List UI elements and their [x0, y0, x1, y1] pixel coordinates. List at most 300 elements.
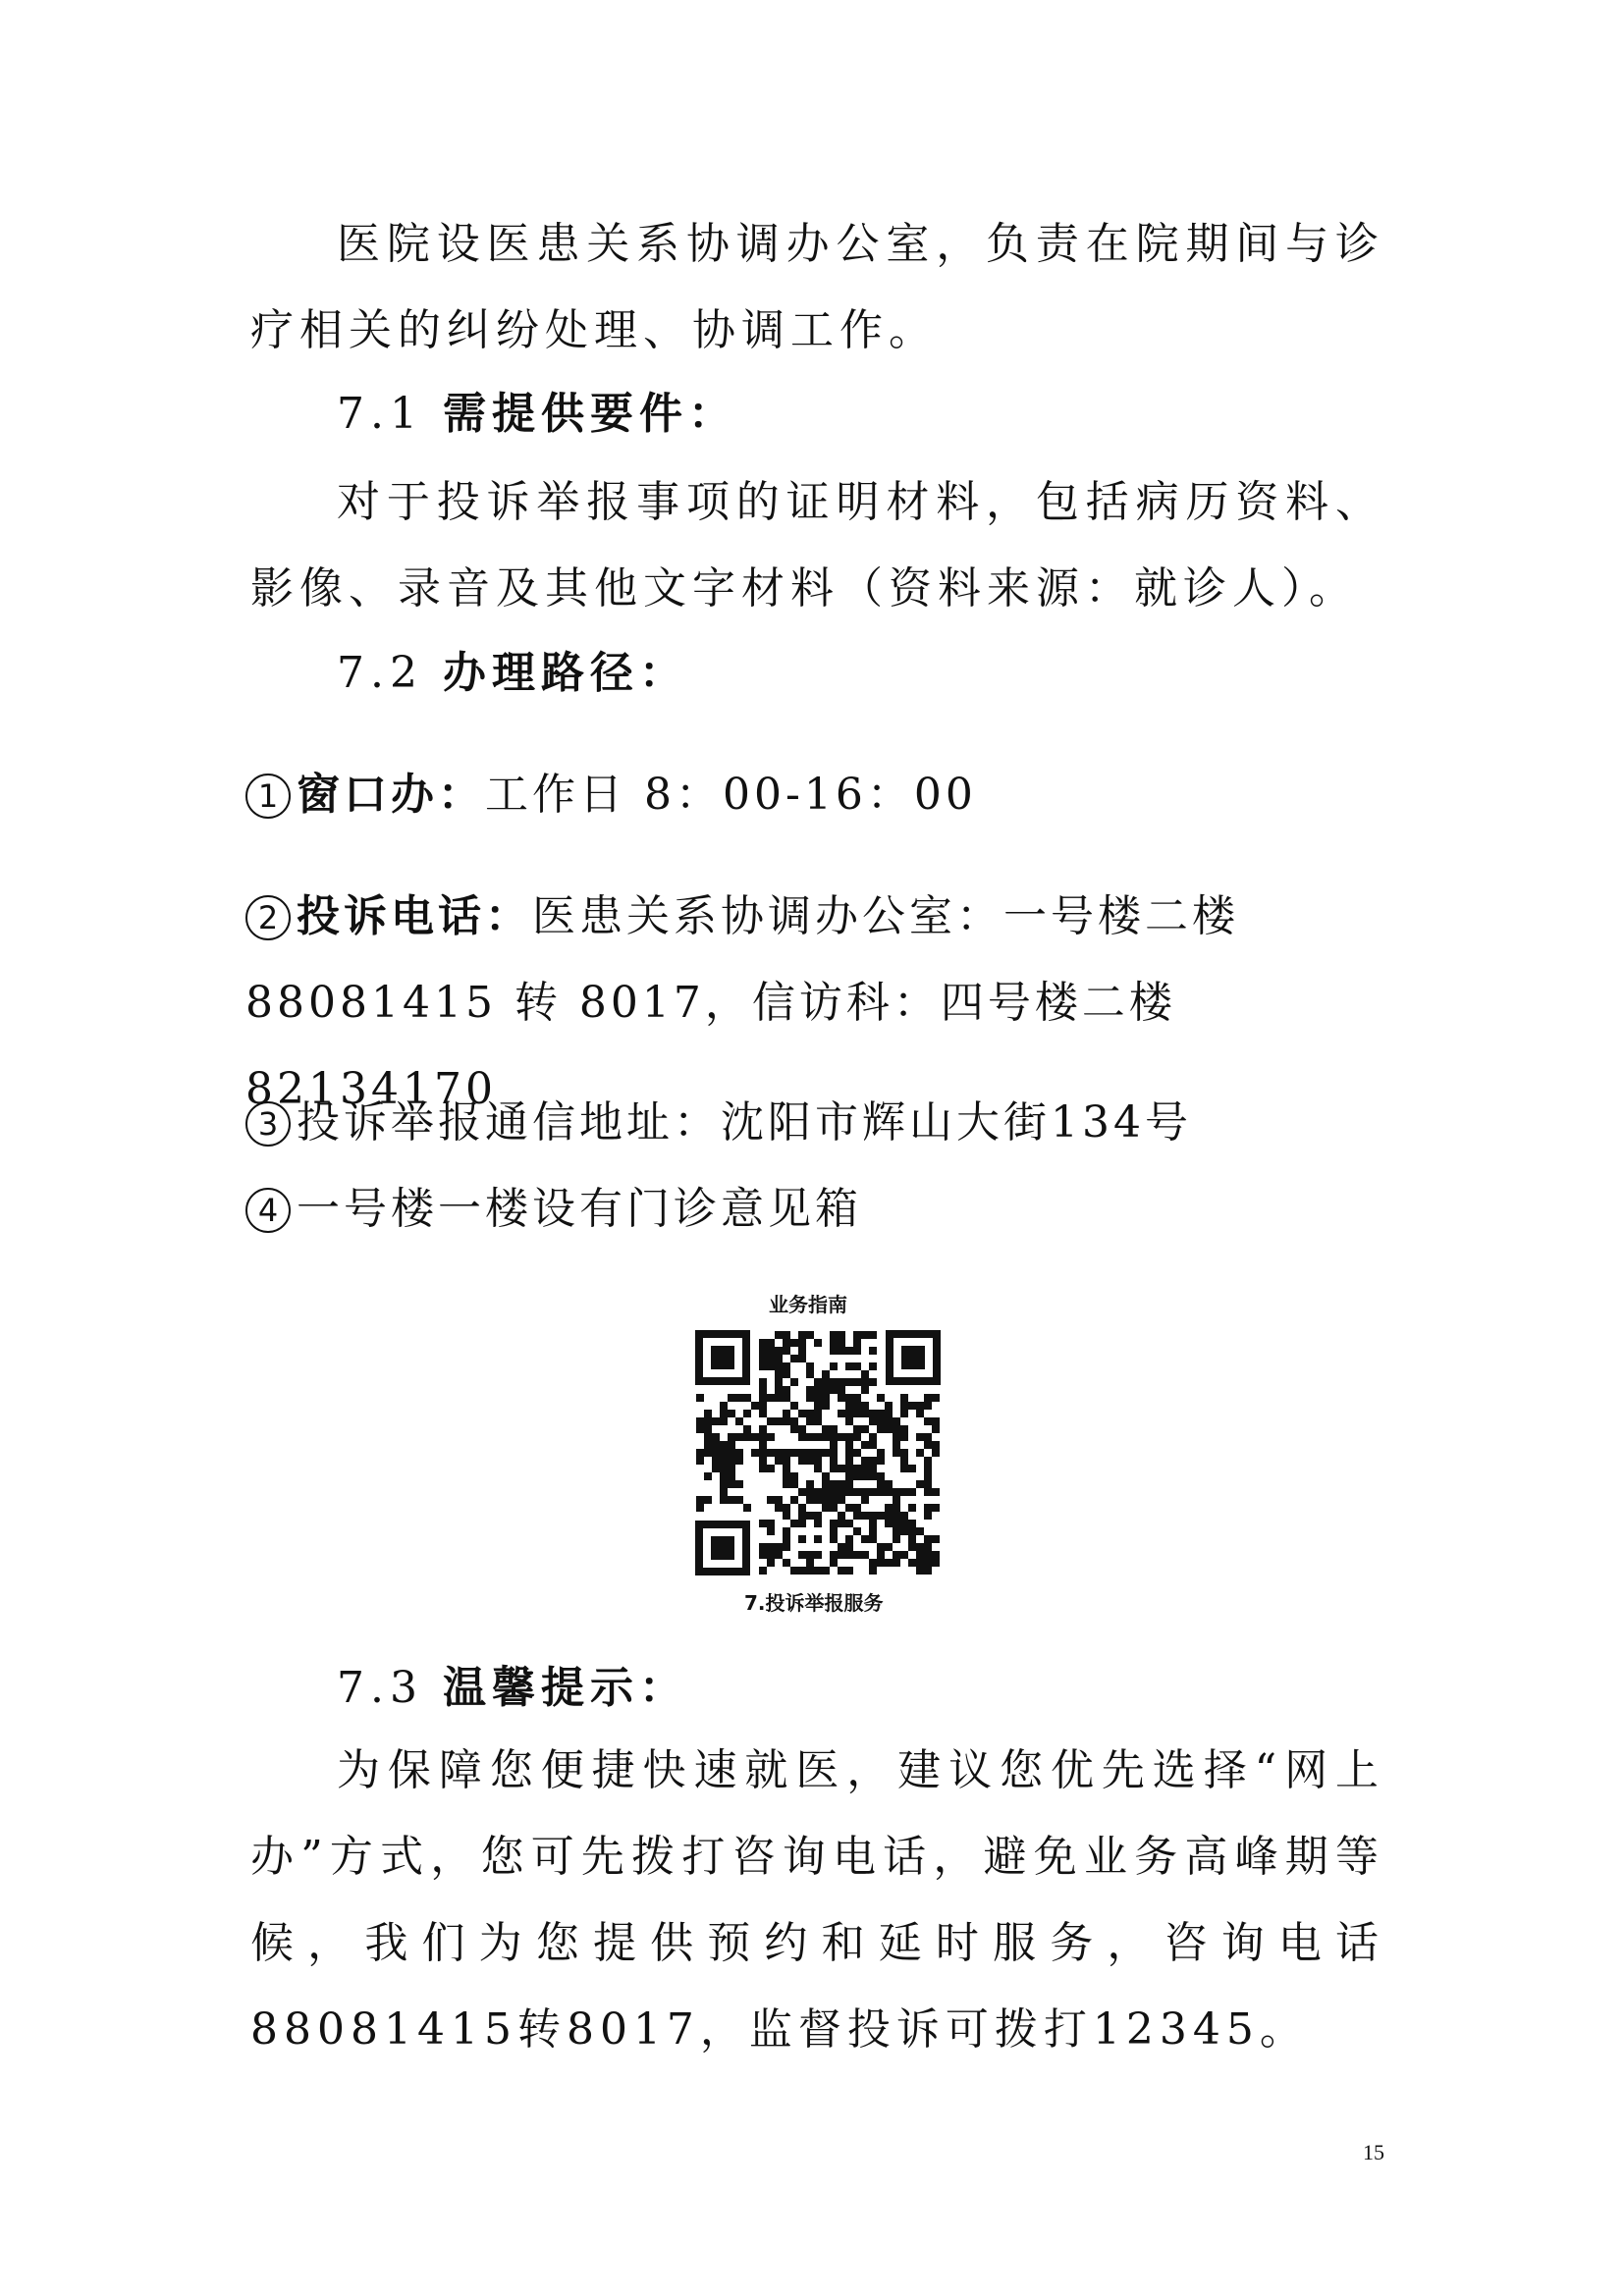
qr-module: [712, 1417, 720, 1425]
qr-module: [759, 1347, 767, 1355]
qr-module: [853, 1347, 861, 1355]
qr-module: [775, 1362, 783, 1370]
qr-module: [775, 1496, 783, 1504]
qr-module: [822, 1504, 830, 1512]
section-7-3-number: 7.3: [337, 1663, 423, 1713]
qr-module: [924, 1567, 932, 1575]
qr-module: [704, 1449, 712, 1457]
qr-module: [696, 1504, 704, 1512]
qr-module: [735, 1417, 743, 1425]
qr-module: [838, 1347, 845, 1355]
qr-module: [728, 1480, 735, 1488]
qr-module: [908, 1527, 916, 1535]
qr-module: [916, 1567, 924, 1575]
qr-module: [798, 1410, 806, 1417]
qr-module: [893, 1488, 900, 1496]
qr-module: [893, 1441, 900, 1449]
qr-module: [743, 1504, 751, 1512]
qr-module: [720, 1410, 728, 1417]
qr-module: [900, 1425, 908, 1433]
qr-module: [759, 1567, 767, 1575]
qr-module: [845, 1567, 853, 1575]
qr-module: [838, 1339, 845, 1347]
section-7-1-number: 7.1: [337, 389, 423, 439]
qr-module: [775, 1370, 783, 1378]
qr-module: [822, 1480, 830, 1488]
qr-module: [759, 1551, 767, 1559]
qr-module: [853, 1425, 861, 1433]
qr-module: [869, 1417, 877, 1425]
qr-module: [720, 1488, 728, 1496]
qr-module: [845, 1520, 853, 1527]
qr-module: [861, 1378, 869, 1386]
qr-module: [845, 1441, 853, 1449]
qr-module: [900, 1512, 908, 1520]
qr-top-caption: 业务指南: [769, 1293, 847, 1316]
qr-module: [822, 1394, 830, 1402]
qr-module: [845, 1394, 853, 1402]
qr-module: [790, 1480, 798, 1488]
qr-module: [869, 1441, 877, 1449]
qr-module: [861, 1331, 869, 1339]
qr-module: [885, 1425, 893, 1433]
qr-module: [869, 1527, 877, 1535]
qr-module: [877, 1488, 885, 1496]
qr-module: [830, 1535, 838, 1543]
qr-module: [759, 1362, 767, 1370]
qr-module: [798, 1355, 806, 1362]
qr-module: [759, 1457, 767, 1465]
qr-module: [853, 1362, 861, 1370]
qr-module: [924, 1543, 932, 1551]
qr-module: [885, 1417, 893, 1425]
qr-module: [869, 1433, 877, 1441]
qr-module: [822, 1370, 830, 1378]
qr-module: [696, 1425, 704, 1433]
qr-module: [845, 1402, 853, 1410]
qr-module: [814, 1449, 822, 1457]
qr-module: [853, 1551, 861, 1559]
qr-module: [798, 1504, 806, 1512]
qr-module: [924, 1457, 932, 1465]
qr-module: [822, 1402, 830, 1410]
qr-module: [893, 1512, 900, 1520]
qr-module: [830, 1386, 838, 1394]
qr-module: [759, 1543, 767, 1551]
qr-module: [735, 1394, 743, 1402]
qr-module: [900, 1520, 908, 1527]
qr-module: [775, 1331, 783, 1339]
route-item-text: 投诉举报通信地址：沈阳市辉山大街134号: [297, 1097, 1192, 1148]
qr-module: [932, 1535, 940, 1543]
qr-module: [845, 1378, 853, 1386]
qr-module: [767, 1362, 775, 1370]
qr-module: [924, 1417, 932, 1425]
qr-module: [924, 1512, 932, 1520]
qr-module: [900, 1433, 908, 1441]
qr-module: [759, 1410, 767, 1417]
qr-module: [712, 1433, 720, 1441]
qr-module: [767, 1559, 775, 1567]
qr-module: [877, 1543, 885, 1551]
qr-module: [775, 1355, 783, 1362]
qr-module: [900, 1488, 908, 1496]
qr-module: [932, 1559, 940, 1567]
qr-module: [830, 1559, 838, 1567]
qr-module: [735, 1457, 743, 1465]
qr-module: [869, 1520, 877, 1527]
qr-module: [814, 1410, 822, 1417]
qr-module: [790, 1378, 798, 1386]
qr-module: [806, 1362, 814, 1370]
qr-module: [845, 1347, 853, 1355]
qr-module: [924, 1441, 932, 1449]
qr-module: [814, 1512, 822, 1520]
qr-module: [798, 1457, 806, 1465]
qr-module: [885, 1559, 893, 1567]
qr-module: [838, 1551, 845, 1559]
circled-number: 3: [245, 1101, 291, 1147]
qr-module: [767, 1520, 775, 1527]
qr-module: [838, 1386, 845, 1394]
qr-module: [916, 1559, 924, 1567]
qr-module: [838, 1465, 845, 1472]
qr-module: [838, 1496, 845, 1504]
qr-module: [759, 1441, 767, 1449]
qr-module: [838, 1520, 845, 1527]
qr-module: [696, 1496, 704, 1504]
qr-module: [893, 1559, 900, 1567]
qr-module: [869, 1559, 877, 1567]
qr-module: [869, 1465, 877, 1472]
qr-module: [798, 1567, 806, 1575]
qr-module: [838, 1378, 845, 1386]
qr-module: [869, 1362, 877, 1370]
qr-module: [806, 1551, 814, 1559]
qr-module: [743, 1425, 751, 1433]
qr-module: [806, 1567, 814, 1575]
qr-module: [877, 1512, 885, 1520]
qr-module: [814, 1496, 822, 1504]
section-7-2-title: 办理路径：: [442, 648, 688, 698]
qr-module: [720, 1441, 728, 1449]
qr-module: [814, 1433, 822, 1441]
qr-module: [845, 1410, 853, 1417]
qr-module: [869, 1512, 877, 1520]
qr-module: [853, 1339, 861, 1347]
qr-module: [838, 1488, 845, 1496]
qr-module: [838, 1567, 845, 1575]
qr-module: [830, 1520, 838, 1527]
qr-module: [704, 1410, 712, 1417]
qr-module: [869, 1457, 877, 1465]
qr-module: [806, 1417, 814, 1425]
qr-module: [767, 1417, 775, 1425]
qr-module: [775, 1543, 783, 1551]
qr-module: [759, 1339, 767, 1347]
qr-module: [838, 1480, 845, 1488]
qr-module: [861, 1551, 869, 1559]
qr-module: [893, 1520, 900, 1527]
qr-module: [783, 1504, 790, 1512]
qr-module: [814, 1551, 822, 1559]
qr-module: [908, 1559, 916, 1567]
qr-module: [728, 1441, 735, 1449]
qr-code-icon[interactable]: [695, 1330, 941, 1575]
qr-module: [853, 1472, 861, 1480]
qr-module: [783, 1535, 790, 1543]
qr-module: [838, 1331, 845, 1339]
qr-module: [728, 1472, 735, 1480]
qr-module: [908, 1402, 916, 1410]
qr-module: [845, 1551, 853, 1559]
qr-module: [814, 1394, 822, 1402]
qr-module: [783, 1449, 790, 1457]
qr-module: [822, 1496, 830, 1504]
qr-module: [775, 1378, 783, 1386]
qr-module: [885, 1480, 893, 1488]
qr-module: [853, 1410, 861, 1417]
section-7-2-number: 7.2: [337, 648, 423, 698]
qr-module: [751, 1433, 759, 1441]
qr-module: [916, 1449, 924, 1457]
qr-module: [885, 1504, 893, 1512]
qr-module: [704, 1472, 712, 1480]
qr-module: [783, 1480, 790, 1488]
route-item-1: [245, 752, 1384, 838]
qr-module: [822, 1386, 830, 1394]
qr-module: [893, 1527, 900, 1535]
qr-module: [853, 1465, 861, 1472]
qr-module: [798, 1339, 806, 1347]
qr-module: [775, 1551, 783, 1559]
qr-module: [743, 1394, 751, 1402]
qr-module: [932, 1504, 940, 1512]
qr-module: [783, 1457, 790, 1465]
qr-module: [861, 1410, 869, 1417]
qr-module: [877, 1410, 885, 1417]
qr-module: [759, 1355, 767, 1362]
qr-module: [712, 1457, 720, 1465]
qr-module: [924, 1480, 932, 1488]
qr-module: [783, 1543, 790, 1551]
qr-module: [759, 1402, 767, 1410]
qr-module: [814, 1402, 822, 1410]
qr-module: [869, 1347, 877, 1355]
qr-module: [916, 1527, 924, 1535]
qr-module: [830, 1496, 838, 1504]
qr-module: [845, 1488, 853, 1496]
qr-module: [806, 1496, 814, 1504]
qr-module: [869, 1472, 877, 1480]
section-7-3-body: 为保障您便捷快速就医，建议您优先选择“网上办”方式，您可先拨打咨询电话，避免业务高峰期等候，我们为您提供预约和延时服务，咨询电话88081415转8017，监督投诉可拨打12345。: [250, 1745, 1384, 2055]
qr-module: [830, 1488, 838, 1496]
qr-module: [830, 1527, 838, 1535]
route-item-label: 窗口办：: [297, 770, 485, 820]
qr-module: [728, 1394, 735, 1402]
qr-module: [822, 1488, 830, 1496]
qr-module: [893, 1433, 900, 1441]
qr-module: [830, 1339, 838, 1347]
qr-module: [830, 1480, 838, 1488]
qr-module: [861, 1465, 869, 1472]
qr-module: [838, 1433, 845, 1441]
qr-module: [720, 1480, 728, 1488]
qr-module: [775, 1394, 783, 1402]
qr-module: [861, 1472, 869, 1480]
qr-module: [908, 1504, 916, 1512]
qr-module: [806, 1410, 814, 1417]
qr-module: [932, 1417, 940, 1425]
qr-module: [783, 1559, 790, 1567]
qr-module: [790, 1402, 798, 1410]
qr-module: [775, 1457, 783, 1465]
qr-module: [932, 1394, 940, 1402]
page-number: 15: [1363, 2140, 1384, 2164]
qr-module: [720, 1417, 728, 1425]
qr-module: [712, 1465, 720, 1472]
section-7-3-title: 温馨提示：: [442, 1663, 688, 1713]
qr-module: [806, 1433, 814, 1441]
qr-module: [853, 1402, 861, 1410]
qr-module: [924, 1394, 932, 1402]
qr-module: [932, 1488, 940, 1496]
qr-module: [814, 1520, 822, 1527]
qr-module: [806, 1331, 814, 1339]
qr-module: [853, 1394, 861, 1402]
qr-module: [806, 1480, 814, 1488]
qr-module: [830, 1331, 838, 1339]
qr-module: [790, 1425, 798, 1433]
qr-module: [704, 1417, 712, 1425]
qr-module: [877, 1472, 885, 1480]
qr-module: [932, 1441, 940, 1449]
qr-module: [735, 1433, 743, 1441]
qr-module: [900, 1551, 908, 1559]
qr-module: [783, 1417, 790, 1425]
qr-module: [900, 1457, 908, 1465]
qr-module: [861, 1488, 869, 1496]
qr-module: [775, 1449, 783, 1457]
qr-module: [767, 1543, 775, 1551]
qr-module: [924, 1551, 932, 1559]
qr-module: [790, 1567, 798, 1575]
qr-module: [798, 1433, 806, 1441]
qr-module: [806, 1394, 814, 1402]
qr-module: [845, 1504, 853, 1512]
qr-module: [838, 1394, 845, 1402]
qr-module: [759, 1433, 767, 1441]
section-7-2-heading: [337, 644, 688, 703]
qr-module: [924, 1472, 932, 1480]
qr-module: [853, 1378, 861, 1386]
qr-module: [924, 1504, 932, 1512]
qr-module: [853, 1527, 861, 1535]
qr-module: [877, 1394, 885, 1402]
qr-module: [845, 1472, 853, 1480]
qr-module: [814, 1535, 822, 1543]
qr-module: [932, 1425, 940, 1433]
qr-module: [783, 1465, 790, 1472]
qr-module: [853, 1433, 861, 1441]
qr-module: [869, 1567, 877, 1575]
qr-module: [790, 1355, 798, 1362]
qr-module: [877, 1449, 885, 1457]
qr-module: [775, 1347, 783, 1355]
qr-module: [924, 1488, 932, 1496]
qr-module: [767, 1394, 775, 1402]
qr-module: [704, 1425, 712, 1433]
qr-module: [893, 1417, 900, 1425]
qr-module: [720, 1457, 728, 1465]
qr-module: [924, 1402, 932, 1410]
qr-module: [790, 1339, 798, 1347]
qr-module: [767, 1433, 775, 1441]
route-item-3: [245, 1080, 1384, 1166]
qr-module: [790, 1496, 798, 1504]
qr-module: [743, 1410, 751, 1417]
qr-module: [853, 1488, 861, 1496]
qr-module: [900, 1465, 908, 1472]
qr-module: [908, 1465, 916, 1472]
qr-module: [814, 1417, 822, 1425]
qr-module: [830, 1449, 838, 1457]
qr-module: [861, 1441, 869, 1449]
qr-module: [861, 1457, 869, 1465]
qr-module: [869, 1535, 877, 1543]
qr-module: [932, 1551, 940, 1559]
route-item-text: 工作日 8：00-16：00: [485, 770, 977, 820]
qr-module: [798, 1551, 806, 1559]
qr-module: [845, 1417, 853, 1425]
qr-module: [845, 1465, 853, 1472]
qr-module: [767, 1347, 775, 1355]
qr-module: [861, 1425, 869, 1433]
qr-module: [814, 1457, 822, 1465]
qr-module: [822, 1472, 830, 1480]
qr-module: [728, 1449, 735, 1457]
qr-module: [735, 1496, 743, 1504]
qr-module: [900, 1402, 908, 1410]
section-7-3-heading: [337, 1659, 688, 1718]
qr-module: [798, 1488, 806, 1496]
circled-number: 1: [245, 774, 291, 819]
qr-module: [893, 1496, 900, 1504]
qr-module: [759, 1386, 767, 1394]
qr-module: [806, 1559, 814, 1567]
qr-module: [877, 1551, 885, 1559]
qr-module: [806, 1457, 814, 1465]
qr-module: [893, 1535, 900, 1543]
qr-module: [775, 1417, 783, 1425]
qr-module: [845, 1433, 853, 1441]
qr-module: [830, 1378, 838, 1386]
qr-module: [806, 1488, 814, 1496]
qr-module: [783, 1386, 790, 1394]
qr-module: [885, 1488, 893, 1496]
qr-module: [830, 1433, 838, 1441]
qr-module: [767, 1355, 775, 1362]
qr-module: [790, 1520, 798, 1527]
qr-module: [728, 1457, 735, 1465]
qr-module: [822, 1567, 830, 1575]
qr-module: [720, 1449, 728, 1457]
qr-module: [712, 1441, 720, 1449]
qr-module: [916, 1402, 924, 1410]
qr-module: [783, 1472, 790, 1480]
qr-module: [845, 1535, 853, 1543]
qr-module: [838, 1512, 845, 1520]
